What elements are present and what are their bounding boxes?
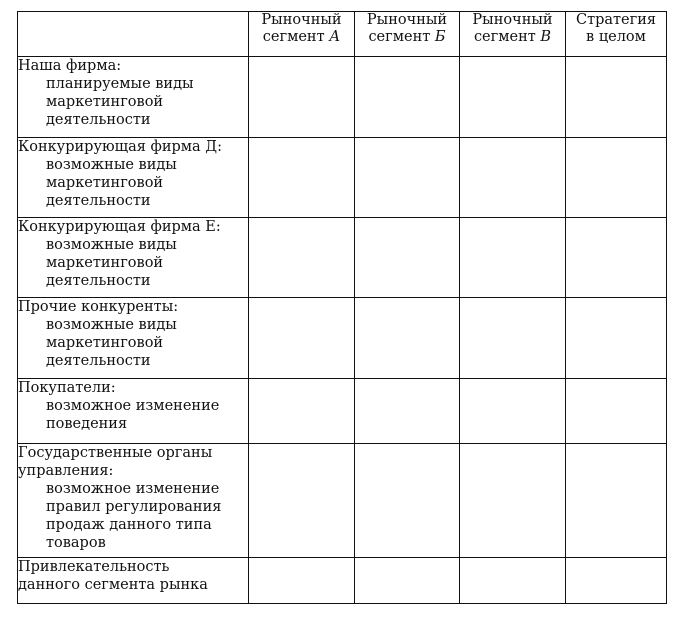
column-header-letter: А bbox=[329, 29, 341, 45]
table-row bbox=[18, 57, 667, 138]
empty-cell bbox=[566, 138, 667, 218]
empty-cell bbox=[355, 444, 460, 558]
empty-cell bbox=[355, 298, 460, 379]
column-header-line2: сегмент bbox=[473, 29, 536, 45]
empty-cell bbox=[460, 558, 566, 604]
empty-cell bbox=[249, 298, 355, 379]
row-label-detail: маркетинговой bbox=[46, 255, 164, 271]
empty-cell bbox=[460, 444, 566, 558]
row-label-title: данного сегмента рынка bbox=[18, 577, 208, 593]
empty-cell bbox=[566, 298, 667, 379]
column-header-line1: Рыночный bbox=[261, 12, 342, 28]
empty-cell bbox=[249, 218, 355, 298]
column-header-line1: Рыночный bbox=[366, 12, 448, 28]
row-label-title: Покупатели: bbox=[18, 380, 116, 396]
column-header-segment-b bbox=[355, 12, 460, 57]
row-label-cell bbox=[18, 379, 249, 444]
row-label-title: Государственные органы bbox=[18, 445, 213, 461]
strategy-matrix-table bbox=[17, 11, 667, 604]
row-label-detail: деятельности bbox=[46, 273, 151, 289]
empty-cell bbox=[355, 138, 460, 218]
row-label-cell bbox=[18, 444, 249, 558]
row-label-detail: возможное изменение bbox=[46, 398, 220, 414]
row-label-title: Конкурирующая фирма Е: bbox=[18, 219, 221, 235]
column-header-segment-a bbox=[249, 12, 355, 57]
row-label-detail: товаров bbox=[46, 535, 106, 551]
column-header-segment-v bbox=[460, 12, 566, 57]
empty-cell bbox=[249, 558, 355, 604]
row-label-title: Конкурирующая фирма Д: bbox=[18, 139, 222, 155]
empty-cell bbox=[566, 444, 667, 558]
row-label-cell bbox=[18, 218, 249, 298]
row-label-cell bbox=[18, 138, 249, 218]
row-label-detail: поведения bbox=[46, 416, 128, 432]
empty-cell bbox=[460, 298, 566, 379]
row-label-detail: возможные виды bbox=[46, 237, 177, 253]
empty-cell bbox=[355, 558, 460, 604]
row-label-detail: маркетинговой bbox=[46, 335, 164, 351]
empty-cell bbox=[460, 138, 566, 218]
column-header-line2: сегмент bbox=[368, 29, 431, 45]
corner-cell bbox=[18, 12, 249, 57]
row-label-detail: возможное изменение bbox=[46, 481, 220, 497]
row-label-title: управления: bbox=[18, 463, 114, 479]
empty-cell bbox=[460, 379, 566, 444]
empty-cell bbox=[355, 57, 460, 138]
row-label-title: Привлекательность bbox=[18, 559, 170, 575]
row-label-detail: продаж данного типа bbox=[46, 517, 212, 533]
table-row bbox=[18, 298, 667, 379]
table-body bbox=[18, 57, 667, 604]
row-label-detail: маркетинговой bbox=[46, 175, 164, 191]
empty-cell bbox=[249, 379, 355, 444]
column-header-line2: сегмент bbox=[262, 29, 325, 45]
row-label-detail: деятельности bbox=[46, 193, 151, 209]
empty-cell bbox=[249, 138, 355, 218]
column-header-line1: Рыночный bbox=[472, 12, 553, 28]
table-header-row bbox=[18, 12, 667, 57]
column-header-overall-strategy bbox=[566, 12, 667, 57]
column-header-line2: в целом bbox=[586, 29, 646, 45]
empty-cell bbox=[355, 379, 460, 444]
column-header-letter: В bbox=[540, 29, 552, 45]
row-label-detail: возможные виды bbox=[46, 317, 177, 333]
row-label-cell bbox=[18, 57, 249, 138]
row-label-detail: деятельности bbox=[46, 112, 151, 128]
empty-cell bbox=[249, 444, 355, 558]
empty-cell bbox=[355, 218, 460, 298]
row-label-cell bbox=[18, 558, 249, 604]
row-label-detail: правил регулирования bbox=[46, 499, 222, 515]
table-row bbox=[18, 138, 667, 218]
row-label-detail: возможные виды bbox=[46, 157, 177, 173]
empty-cell bbox=[566, 379, 667, 444]
column-header-line1: Стратегия bbox=[575, 12, 657, 28]
table-row bbox=[18, 558, 667, 604]
empty-cell bbox=[249, 57, 355, 138]
empty-cell bbox=[566, 558, 667, 604]
row-label-title: Прочие конкуренты: bbox=[18, 299, 179, 315]
empty-cell bbox=[566, 57, 667, 138]
table-row bbox=[18, 379, 667, 444]
table-row bbox=[18, 444, 667, 558]
empty-cell bbox=[566, 218, 667, 298]
empty-cell bbox=[460, 57, 566, 138]
column-header-letter: Б bbox=[434, 29, 446, 45]
row-label-cell bbox=[18, 298, 249, 379]
row-label-detail: деятельности bbox=[46, 353, 151, 369]
empty-cell bbox=[460, 218, 566, 298]
table-row bbox=[18, 218, 667, 298]
row-label-title: Наша фирма: bbox=[18, 58, 122, 74]
row-label-detail: планируемые виды bbox=[46, 76, 194, 92]
row-label-detail: маркетинговой bbox=[46, 94, 164, 110]
